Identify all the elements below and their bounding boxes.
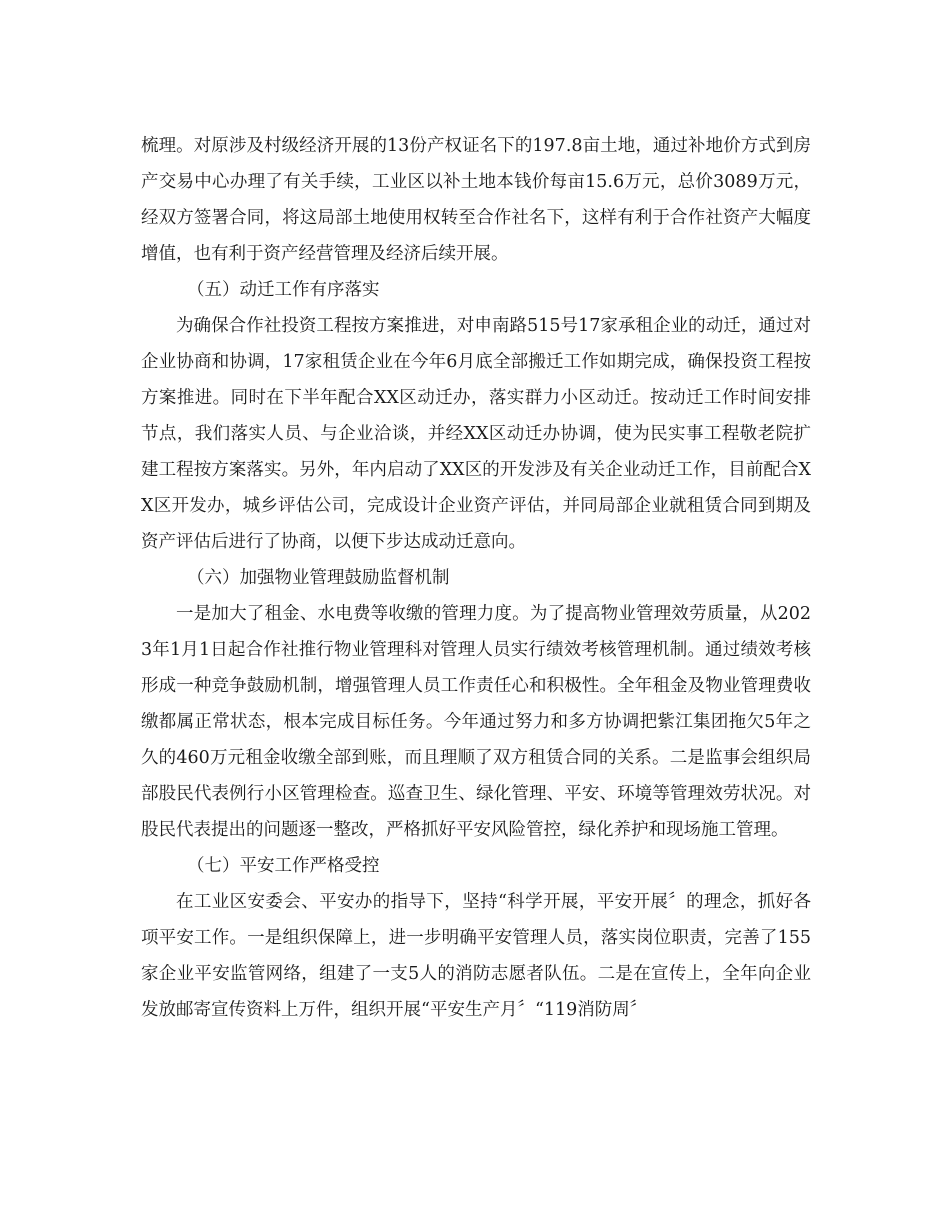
body-paragraph-2: 为确保合作社投资工程按方案推进，对申南路515号17家承租企业的动迁，通过对企业协商和协调，17家租赁企业在今年6月底全部搬迁工作如期完成，确保投资工程按方案推进。同时在下半年配合XX区动迁办，落实群力小区动迁。按动迁工作时间安排节点，我们落实人员、与企业洽谈，并经XX区动迁办协调，使为民实事工程敬老院扩建工程按方案落实。另外，年内启动了XX区的开发涉及有关企业动迁工作，目前配合XX区开发办，城乡评估公司，完成设计企业资产评估，并同局部企业就租赁合同到期及资产评估后进行了协商，以便下步达成动迁意向。 [141, 316, 811, 552]
section-heading-5: （五）动迁工作有序落实 [187, 280, 380, 300]
section-heading-7: （七）平安工作严格受控 [187, 856, 380, 876]
body-paragraph-1: 梳理。对原涉及村级经济开展的13份产权证名下的197.8亩土地，通过补地价方式到房产交易中心办理了有关手续，工业区以补土地本钱价每亩15.6万元，总价3089万元，经双方签署合同，将这局部土地使用权转至合作社名下，这样有利于合作社资产大幅度增值，也有利于资产经营管理及经济后续开展。 [141, 136, 811, 264]
body-paragraph-4: 在工业区安委会、平安办的指导下，坚持“科学开展，平安开展〞的理念，抓好各项平安工作。一是组织保障上，进一步明确平安管理人员，落实岗位职责，完善了155家企业平安监管网络，组建了一支5人的消防志愿者队伍。二是在宣传上，全年向企业发放邮寄宣传资料上万件，组织开展“平安生产月〞“119消防周〞 [141, 892, 811, 1020]
body-paragraph-3: 一是加大了租金、水电费等收缴的管理力度。为了提高物业管理效劳质量，从2023年1月1日起合作社推行物业管理科对管理人员实行绩效考核管理机制。通过绩效考核形成一种竞争鼓励机制，增强管理人员工作责任心和积极性。全年租金及物业管理费收缴都属正常状态，根本完成目标任务。今年通过努力和多方协调把紫江集团拖欠5年之久的460万元租金收缴全部到账，而且理顺了双方租赁合同的关系。二是监事会组织局部股民代表例行小区管理检查。巡查卫生、绿化管理、平安、环境等管理效劳状况。对股民代表提出的问题逐一整改，严格抓好平安风险管控，绿化养护和现场施工管理。 [141, 604, 811, 840]
section-heading-6: （六）加强物业管理鼓励监督机制 [187, 568, 450, 588]
document-page [141, 128, 811, 1028]
